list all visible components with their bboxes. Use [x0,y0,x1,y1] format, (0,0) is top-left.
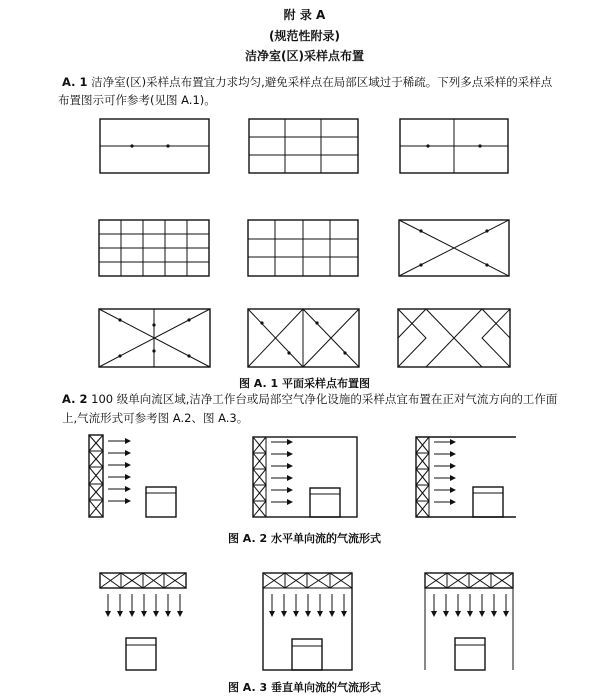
appendix-heading: 附 录 A [283,8,326,22]
section-a2-line1 [62,391,557,407]
layout-diagram-4 [99,220,209,276]
horizontal-flow-diagram-1 [89,435,176,517]
layout-diagram-6 [399,220,509,276]
section-a1-line2: 布置图示可作参考(见图 A.1)。 [58,93,216,107]
section-a2-line2: 上,气流形式可参考图 A.2、图 A.3。 [62,411,249,425]
layout-diagram-8 [248,309,359,367]
normative-label: (规范性附录) [269,29,340,43]
section-a2-text1: 100 级单向流区域,洁净工作台或局部空气净化设施的采样点宜布置在正对气流方向的工作面 [91,392,558,406]
figure-a1-caption: 图 A. 1 平面采样点布置图 [238,377,371,390]
layout-diagram-7 [99,309,210,367]
layout-diagram-3 [400,119,508,173]
section-a1-text1: 洁净室(区)采样点布置宜力求均匀,避免采样点在局部区域过于稀疏。下列多点采样的采样点 [91,75,553,89]
vertical-flow-diagram-2 [263,573,352,670]
vertical-flow-diagram-3 [425,573,513,670]
layout-diagram-2 [249,119,358,173]
horizontal-flow-diagram-2 [253,437,357,517]
figure-a3-caption: 图 A. 3 垂直单向流的气流形式 [227,681,382,694]
appendix-title: 洁净室(区)采样点布置 [245,49,364,63]
layout-diagram-5 [248,220,358,276]
layout-diagram-9 [398,309,510,367]
section-a2-number: A. 2 [62,392,88,406]
vertical-flow-diagram-1 [100,573,186,670]
figure-a2-caption: 图 A. 2 水平单向流的气流形式 [227,532,382,545]
horizontal-flow-diagram-3 [416,437,516,517]
section-a1-number: A. 1 [62,75,88,89]
layout-diagram-1 [100,119,209,173]
